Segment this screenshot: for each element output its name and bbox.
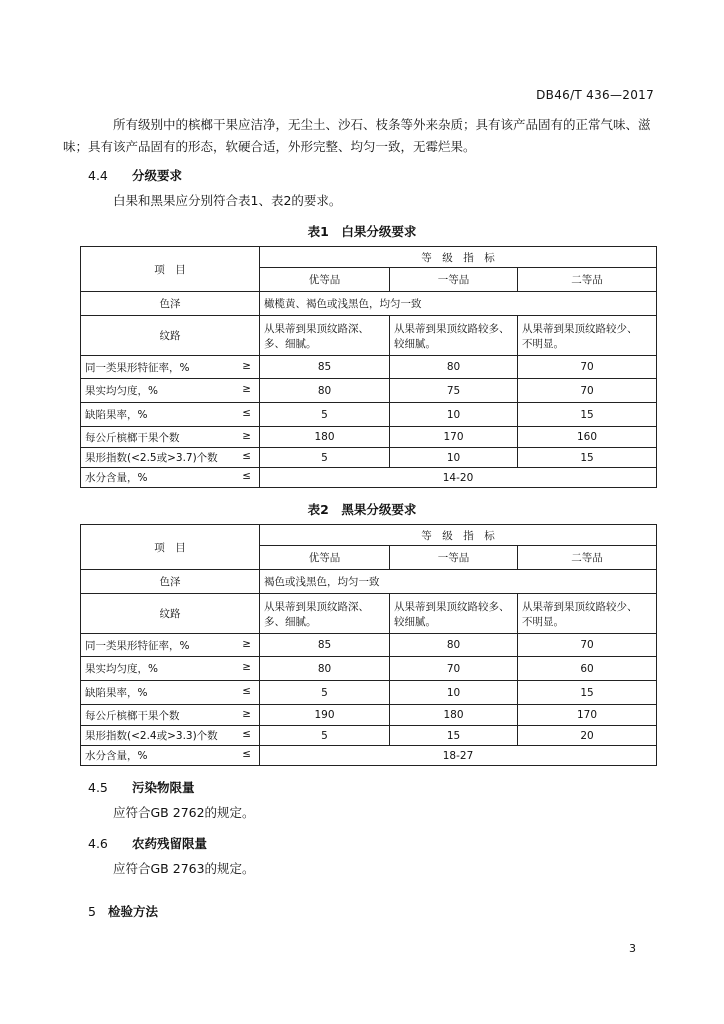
table-row: 果形指数(<2.4或>3.3)个数 ≤ 5 15 20 bbox=[81, 726, 657, 746]
grade-first: 一等品 bbox=[390, 546, 518, 570]
grade-premium: 优等品 bbox=[260, 268, 390, 292]
table-row: 每公斤槟榔干果个数 ≥ 180 170 160 bbox=[81, 427, 657, 448]
section-5-heading: 5 检验方法 bbox=[88, 904, 159, 919]
document-code: DB46/T 436—2017 bbox=[536, 88, 654, 102]
grade-premium: 优等品 bbox=[260, 546, 390, 570]
texture-first: 从果蒂到果顶纹路较多、 较细腻。 bbox=[390, 594, 518, 634]
section-title: 分级要求 bbox=[132, 168, 183, 183]
texture-label: 纹路 bbox=[81, 316, 260, 356]
section-4-6-heading: 4.6 农药残留限量 bbox=[88, 836, 208, 851]
table-row: 同一类果形特征率，% ≥ 85 80 70 bbox=[81, 634, 657, 657]
item-header: 项 目 bbox=[81, 247, 260, 292]
color-value: 橄榄黄、褐色或浅黑色，均匀一致 bbox=[260, 292, 657, 316]
table1 bbox=[80, 246, 657, 488]
texture-premium: 从果蒂到果顶纹路深、 多、细腻。 bbox=[260, 316, 390, 356]
texture-second: 从果蒂到果顶纹路较少、 不明显。 bbox=[518, 316, 657, 356]
table-row: 同一类果形特征率，% ≥ 85 80 70 bbox=[81, 356, 657, 379]
grade-first: 一等品 bbox=[390, 268, 518, 292]
table-row: 果实均匀度，% ≥ 80 75 70 bbox=[81, 379, 657, 403]
table-row: 每公斤槟榔干果个数 ≥ 190 180 170 bbox=[81, 705, 657, 726]
section-4-5-body: 应符合GB 2762的规定。 bbox=[113, 805, 255, 820]
item-header: 项 目 bbox=[81, 525, 260, 570]
color-label: 色泽 bbox=[81, 292, 260, 316]
texture-second: 从果蒂到果顶纹路较少、 不明显。 bbox=[518, 594, 657, 634]
intro-line-1: 所有级别中的槟榔干果应洁净，无尘土、沙石、枝条等外来杂质；具有该产品固有的正常气味、滋 bbox=[113, 117, 651, 132]
grade-header: 等 级 指 标 bbox=[260, 247, 657, 268]
grade-header: 等 级 指 标 bbox=[260, 525, 657, 546]
moisture-row: 水分含量，% ≤ 18-27 bbox=[81, 746, 657, 766]
table-row: 缺陷果率，% ≤ 5 10 15 bbox=[81, 403, 657, 427]
table1-caption: 表1 白果分级要求 bbox=[307, 224, 417, 239]
grade-second: 二等品 bbox=[518, 546, 657, 570]
color-label: 色泽 bbox=[81, 570, 260, 594]
section-4-4-body: 白果和黑果应分别符合表1、表2的要求。 bbox=[113, 193, 342, 208]
table2 bbox=[80, 524, 657, 766]
section-4-4-heading bbox=[88, 166, 182, 184]
texture-premium: 从果蒂到果顶纹路深、 多、细腻。 bbox=[260, 594, 390, 634]
table-row: 果形指数(<2.5或>3.7)个数 ≤ 5 10 15 bbox=[81, 448, 657, 468]
page-number: 3 bbox=[629, 942, 636, 955]
section-number: 4.4 bbox=[88, 168, 108, 183]
table-row: 缺陷果率，% ≤ 5 10 15 bbox=[81, 681, 657, 705]
texture-first: 从果蒂到果顶纹路较多、 较细腻。 bbox=[390, 316, 518, 356]
moisture-row: 水分含量，% ≤ 14-20 bbox=[81, 468, 657, 488]
table2-caption: 表2 黑果分级要求 bbox=[307, 502, 417, 517]
grade-second: 二等品 bbox=[518, 268, 657, 292]
color-value: 褐色或浅黑色，均匀一致 bbox=[260, 570, 657, 594]
table-row: 果实均匀度，% ≥ 80 70 60 bbox=[81, 657, 657, 681]
intro-paragraph bbox=[63, 114, 656, 158]
section-4-5-heading: 4.5 污染物限量 bbox=[88, 780, 195, 795]
texture-label: 纹路 bbox=[81, 594, 260, 634]
section-4-6-body: 应符合GB 2763的规定。 bbox=[113, 861, 255, 876]
intro-line-2: 味；具有该产品固有的形态，软硬合适，外形完整、均匀一致，无霉烂果。 bbox=[63, 139, 476, 154]
